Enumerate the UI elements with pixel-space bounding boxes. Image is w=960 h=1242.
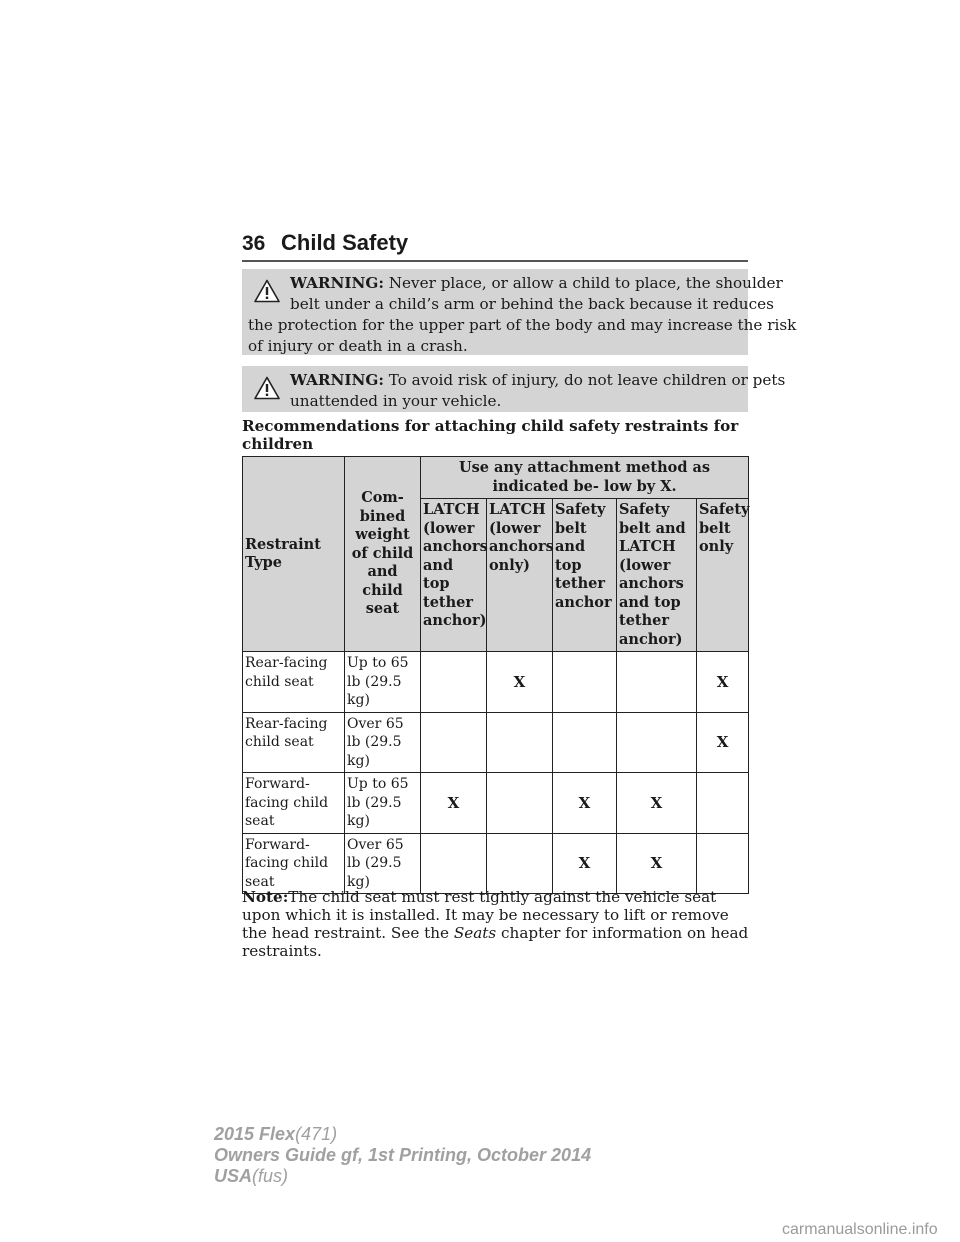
warning-text-line: the protection for the upper part of the body and may increase the risk [248,316,797,334]
cell-mark: X [487,652,553,713]
cell-mark [697,773,749,834]
note-label: Note: [242,888,289,906]
header-method: Safety belt only [697,499,749,652]
note-paragraph [242,888,752,960]
cell-mark [617,712,697,773]
table-row [243,833,749,894]
note-text: The child seat must rest tightly against the vehicle seat upon which it is installed. It may be necessary to lift or remove the head restraint. See the [242,888,729,942]
page-header [242,230,748,262]
header-attachment-group: Use any attachment method as indicated be- low by X. [421,457,749,499]
warning-text-line: unattended in your vehicle. [290,392,502,410]
table-row [243,712,749,773]
child-restraint-table [242,456,749,894]
cell-mark [487,712,553,773]
warning-text-line: belt under a child’s arm or behind the back because it reduces [290,295,774,313]
document-footer [214,1124,591,1187]
cell-mark [617,652,697,713]
header-method: Safety belt and top tether anchor [553,499,617,652]
cell-mark: X [697,712,749,773]
cell-weight: Over 65 lb (29.5 kg) [345,712,421,773]
cell-mark: X [697,652,749,713]
cell-mark [487,773,553,834]
cell-weight: Over 65 lb (29.5 kg) [345,833,421,894]
warning-triangle-icon [254,279,280,303]
cell-weight: Up to 65 lb (29.5 kg) [345,652,421,713]
cell-mark: X [553,833,617,894]
footer-line: USA(fus) [214,1166,289,1186]
cell-mark [421,833,487,894]
cell-weight: Up to 65 lb (29.5 kg) [345,773,421,834]
cell-mark: X [617,773,697,834]
cell-mark: X [421,773,487,834]
warning-triangle-icon [254,376,280,400]
table-row [243,652,749,713]
table-row [243,773,749,834]
cell-mark [487,833,553,894]
cell-mark: X [617,833,697,894]
footer-line: Owners Guide gf, 1st Printing, October 2014 [214,1145,592,1165]
cell-mark [553,712,617,773]
cell-restraint-type: Forward- facing child seat [243,773,345,834]
warning-text-line: WARNING: To avoid risk of injury, do not leave children or pets [290,371,786,389]
header-method: LATCH (lower anchors only) [487,499,553,652]
header-combined-weight: Com- bined weight of child and child seat [345,457,421,652]
header-method: LATCH (lower anchors and top tether anchor) [421,499,487,652]
cell-mark [697,833,749,894]
cell-mark [421,652,487,713]
warning-box [242,366,786,412]
cell-restraint-type: Rear-facing child seat [243,652,345,713]
warning-text-line: of injury or death in a crash. [248,337,468,355]
footer-line: 2015 Flex(471) [214,1124,338,1144]
warning-box [242,269,797,355]
watermark: carmanualsonline.info [782,1221,938,1238]
cell-restraint-type: Forward- facing child seat [243,833,345,894]
page-number: 36 [242,232,266,255]
cell-mark: X [553,773,617,834]
cell-restraint-type: Rear-facing child seat [243,712,345,773]
chapter-title: Child Safety [281,230,409,255]
seats-chapter-reference: Seats [453,924,497,942]
note-text: chapter for information on head restraints. [242,924,749,960]
header-method: Safety belt and LATCH (lower anchors and top tether anchor) [617,499,697,652]
cell-mark [553,652,617,713]
table-heading: Recommendations for attaching child safety restraints for children [242,417,739,453]
cell-mark [421,712,487,773]
warning-text-line: WARNING: Never place, or allow a child to place, the shoulder [290,274,783,292]
header-restraint-type: Restraint Type [243,457,345,652]
